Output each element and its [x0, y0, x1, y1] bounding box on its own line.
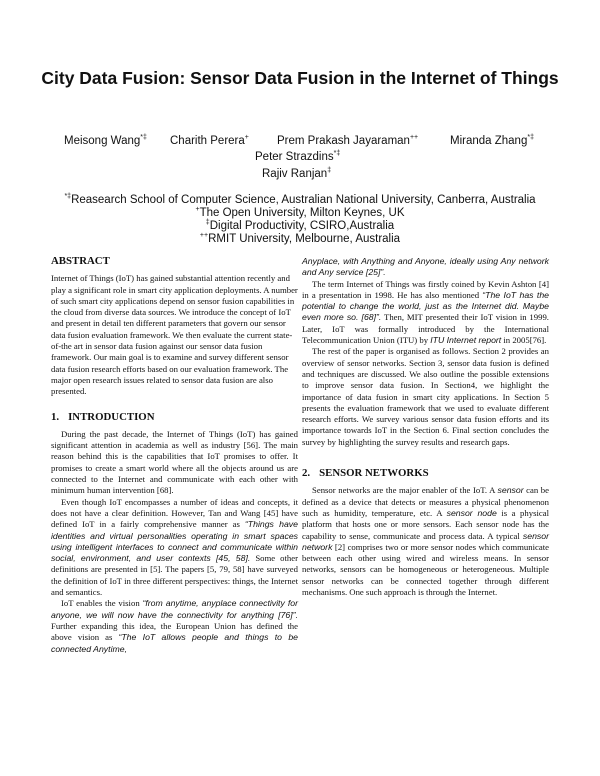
- paragraph: The term Internet of Things was firstly coined by Kevin Ashton [4] in a presentation in 1998. He has also mentioned “The IoT has the potential to change the world, just as the Internet did. Maybe even more so. [68]”. Then, MIT presented their IoT vision in 1999. Later, IoT was formally introduced by the International Telecommunication Union (ITU) by ITU Internet report in 2005[76].: [302, 278, 549, 346]
- affiliation-mark: *‡: [140, 134, 147, 141]
- affiliation: *‡Reasearch School of Computer Science, Australian National University, Canberra, Australia: [64, 193, 536, 206]
- section-heading-introduction: 1. INTRODUCTION: [51, 410, 155, 423]
- paper-title: City Data Fusion: Sensor Data Fusion in the Internet of Things: [41, 68, 559, 88]
- affiliation: +The Open University, Milton Keynes, UK: [195, 206, 405, 219]
- paragraph: IoT enables the vision “from anytime, anyplace connectivity for anyone, we will now have the connectivity for anything [76]”. Further expanding this idea, the European Union has defined the above vision as “The IoT allows people and things to be connected Anytime,: [51, 598, 298, 654]
- author-name: Prem Prakash Jayaraman++: [277, 134, 419, 147]
- affiliation-mark: *‡: [333, 150, 341, 157]
- affiliation-mark: +: [244, 134, 249, 141]
- abstract-text: Internet of Things (IoT) has gained substantial attention recently and play a significant role in smart city application deployments. A number of such smart city applications depend on sensor fusion capabilities in the cloud from diverse data sources. We introduce the concept of IoT and present in detail ten different parameters that govern our sensor data fusion evaluation framework. We then evaluate the current state-of-the art in sensor data fusion against our sensor data fusion framework. Our main goal is to examine and survey different sensor data fusion research efforts based on our evaluation framework. The major open research issues related to sensor data fusion are also presented.: [51, 273, 298, 397]
- author-name: Peter Strazdins*‡: [255, 150, 341, 163]
- affiliation-mark: ++: [199, 232, 209, 239]
- paragraph: The rest of the paper is organised as follows. Section 2 provides an overview of sensor networks. Section 3, sensor data fusion is defined and techniques are discussed. We also outline the possible extensions to improve sensor data fusion. In Section4, we highlight the importance of data fusion in smart city applications. In Section 5 presents the evaluation framework that we used to evaluate different research efforts. We survey various sensor data fusion efforts and its importance towards IoT in the Section 6. Final section concludes the survey by highlighting the survey results and research gaps.: [302, 346, 549, 447]
- author-name: Miranda Zhang*‡: [450, 134, 534, 147]
- author-name: Charith Perera+: [170, 134, 249, 147]
- section-heading-sensor-networks: 2. SENSOR NETWORKS: [302, 467, 429, 480]
- paragraph: Anyplace, with Anything and Anyone, ideally using Any network and Any service [25]”.: [302, 256, 549, 278]
- paragraph: Sensor networks are the major enabler of the IoT. A sensor can be defined as a device that detects or measures a physical phenomenon such as humidity, temperature, etc. A sensor node is a physical platform that hosts one or more sensors. Each sensor node has the capability to sense, communicate and process data. A typical sensor network [2] comprises two or more sensor nodes which communicate between each other using wired and wireless means. In sensor networks, sensors can be homogeneous or heterogeneous. Multiple sensor networks can be connected together through different mechanisms. One such approach is through the Internet.: [302, 485, 549, 598]
- affiliation-mark: ‡: [327, 167, 332, 174]
- author-name: Meisong Wang*‡: [64, 134, 147, 147]
- affiliation-mark: ++: [409, 134, 419, 141]
- abstract-heading: ABSTRACT: [51, 255, 110, 267]
- paragraph: Even though IoT encompasses a number of ideas and concepts, it does not have a clear definition. However, Tan and Wang [45] have defined IoT in a fairly comprehensive manner as “Things have identities and virtual personalities operating in smart spaces using intelligent interfaces to connect and communicate within social, environment, and user contexts [45, 58]. Some other definitions are presented in [5]. The papers [5, 79, 58] have surveyed the definition of IoT in three different perspectives: things, the Internet and semantics.: [51, 496, 299, 598]
- affiliation-mark: *‡: [64, 193, 72, 200]
- affiliation-mark: ‡: [205, 219, 210, 226]
- right-column: [302, 256, 549, 598]
- affiliation-mark: *‡: [527, 134, 534, 141]
- left-column: [51, 256, 298, 655]
- affiliation: ++RMIT University, Melbourne, Australia: [199, 232, 401, 245]
- affiliation: ‡Digital Productivity, CSIRO,Australia: [205, 219, 395, 232]
- author-name: Rajiv Ranjan‡: [262, 167, 332, 180]
- affiliation-mark: +: [195, 206, 200, 213]
- paragraph: During the past decade, the Internet of Things (IoT) has gained significant attention in academia as well as industry [56]. The main reason behind this is the capabilities that IoT promises to offer. It promises to create a smart world where all the objects around us are connected to the Internet and communicate with each other with minimum human intervention [68].: [51, 428, 298, 496]
